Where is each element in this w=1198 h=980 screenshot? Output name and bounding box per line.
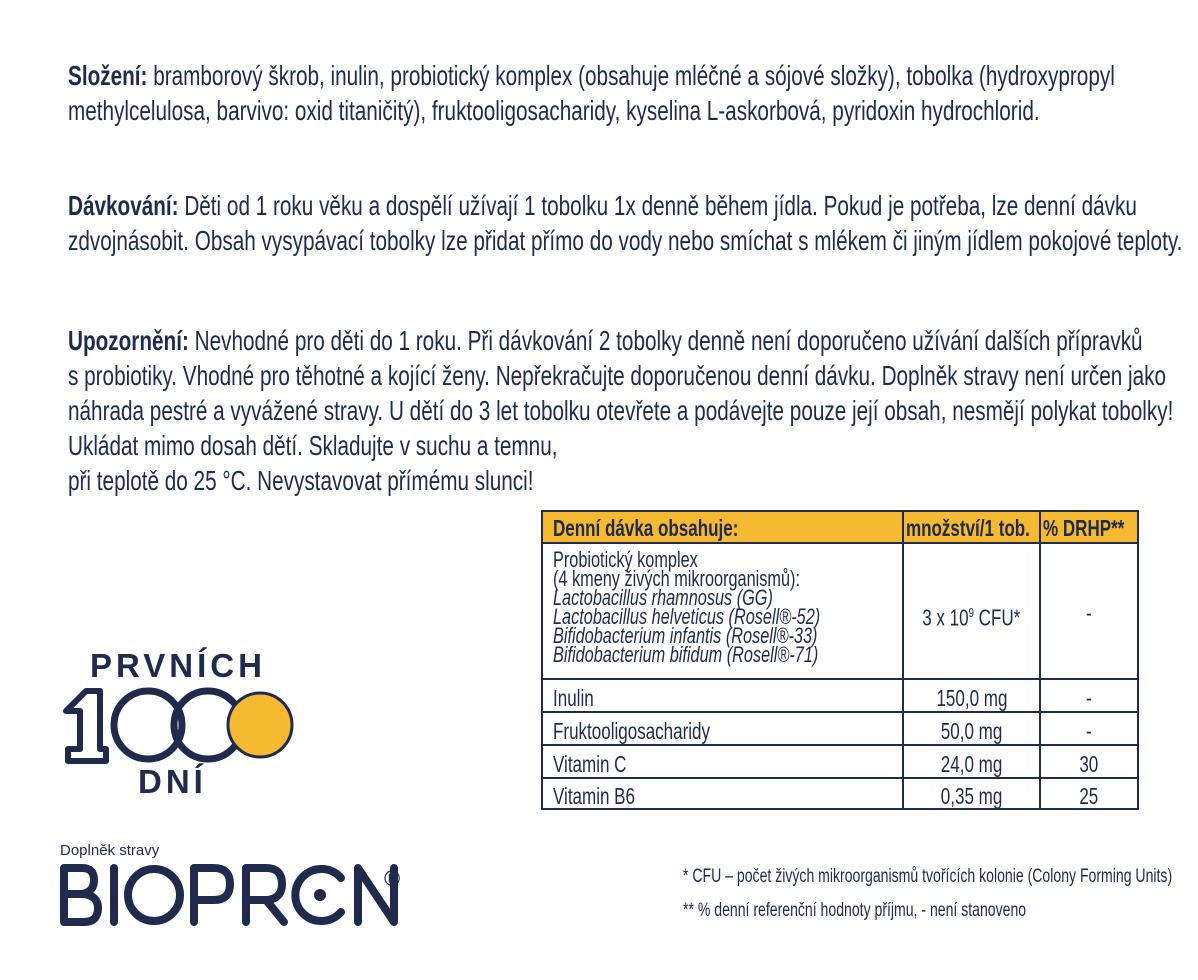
probiotic-title: Probiotický komplex (553, 547, 698, 572)
probiotic-drhp: - (1086, 600, 1092, 626)
header-drhp: % DRHP** (1043, 515, 1125, 541)
header-amount: množství/1 tob. (906, 515, 1030, 541)
row-amount: 150,0 mg (936, 685, 1007, 711)
davkovani-text-1: Děti od 1 roku věku a dospělí užívají 1 tobolku 1x denně během jídla. Pokud je potřeba, lze denní dávku (178, 190, 1137, 221)
upozorneni-section (68, 323, 1198, 498)
nutrition-table (541, 510, 1139, 810)
slozeni-label: Složení: (68, 60, 148, 91)
davkovani-label: Dávkování: (68, 190, 179, 221)
slozeni-text-2: methylcelulosa, barvivo: oxid titaničitý), fruktooligosacharidy, kyselina L-askorbová, pyridoxin hydrochlorid. (68, 95, 1040, 126)
row-amount: 0,35 mg (940, 783, 1003, 809)
row-divider (543, 777, 1137, 779)
logo-word-top: PRVNÍCH (90, 647, 266, 684)
strain-4: Bifidobacterium bifidum (Rosell®-71) (553, 642, 819, 667)
probiotic-amount: 3 x $10^9$ CFU* (922, 604, 1021, 631)
prvnich-1000-dni-logo (60, 645, 300, 805)
upozorneni-text-3: náhrada pestré a vyvážené stravy. U dětí do 3 let tobolku otevřete a podávejte pouze její obsah, nesmějí polykat tobolky! (68, 395, 1174, 426)
upozorneni-text-5: při teplotě do 25 °C. Nevystavovat přímému slunci! (68, 465, 534, 496)
row-name: Vitamin B6 (553, 783, 636, 809)
upozorneni-text-2: s probiotiky. Vhodné pro těhotné a kojící ženy. Nepřekračujte doporučenou denní dávku. Doplněk stravy není určen jako (68, 360, 1167, 391)
probiotic-subtitle: (4 kmeny živých mikroorganismů): (553, 566, 800, 591)
davkovani-section (68, 188, 1198, 258)
strain-3: Bifidobacterium infantis (Rosell®-33) (553, 623, 818, 648)
row-drhp: - (1086, 718, 1092, 744)
brand-tagline: Doplněk stravy (60, 842, 160, 859)
row-drhp: - (1086, 685, 1092, 711)
upozorneni-label: Upozornění: (68, 325, 189, 356)
row-amount: 50,0 mg (940, 718, 1003, 744)
upozorneni-text-4: Ukládat mimo dosah dětí. Skladujte v suchu a temnu, (68, 430, 558, 461)
row-drhp: 30 (1079, 751, 1099, 777)
header-ingredient: Denní dávka obsahuje: (553, 515, 739, 541)
row-name: Vitamin C (553, 751, 627, 777)
upozorneni-text-1: Nevhodné pro děti do 1 roku. Při dávkování 2 tobolky denně není doporučeno užívání dalších přípravků (188, 325, 1143, 356)
footnote-cfu: * CFU – počet živých mikroorganismů tvořících kolonie (Colony Forming Units) (683, 866, 1173, 887)
davkovani-text-2: zdvojnásobit. Obsah vysypávací tobolky lze přidat přímo do vody nebo smíchat s mlékem či jiným jídlem pokojové teploty. (68, 225, 1183, 256)
strain-1: Lactobacillus rhamnosus (GG) (553, 585, 773, 610)
row-divider (543, 744, 1137, 746)
row-divider (543, 711, 1137, 713)
row-name: Inulin (553, 685, 594, 711)
biopron-logo (58, 860, 408, 930)
slozeni-text-1: bramborový škrob, inulin, probiotický komplex (obsahuje mléčné a sójové složky), tobolka (hydroxypropyl (147, 60, 1115, 91)
logo-word-bottom: DNÍ (138, 763, 207, 800)
row-drhp: 25 (1079, 783, 1099, 809)
row-amount: 24,0 mg (940, 751, 1003, 777)
row-name: Fruktooligosacharidy (553, 718, 711, 744)
registered-mark: ® (384, 866, 401, 891)
slozeni-section (68, 58, 1198, 128)
row-divider (543, 678, 1137, 680)
footnote-drhp: ** % denní referenční hodnoty příjmu, - není stanoveno (683, 900, 1027, 921)
probiotic-complex-cell (553, 547, 914, 667)
strain-2: Lactobacillus helveticus (Rosell®-52) (553, 604, 821, 629)
